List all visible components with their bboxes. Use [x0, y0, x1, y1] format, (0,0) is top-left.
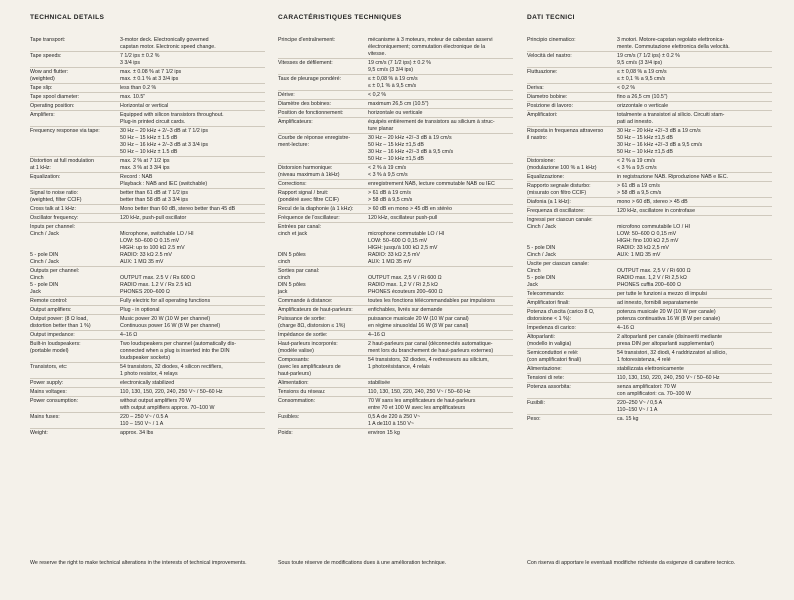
spec-value: 30 Hz – 20 kHz +2/−3 dB a 19 cm/s 50 Hz – 15 kHz ±1,5 dB 30 Hz – 16 kHz +2/−3 dB a 9,5 cm/s 50 Hz – 10 kHz ±1,5 dB	[617, 128, 703, 155]
spec-row	[278, 36, 513, 58]
spec-value: 120 kHz, push-pull oscillator	[120, 215, 187, 221]
spec-row	[30, 330, 265, 339]
spec-value: 3-motor deck. Electronically governed capstan motor. Electronic speed change.	[120, 37, 216, 50]
spec-value: approx. 34 lbs	[120, 430, 154, 436]
spec-label: Fusibles:	[278, 414, 300, 420]
spec-value: 30 Hz – 20 kHz +2/−3 dB à 19 cm/s 50 Hz – 15 kHz ±1,5 dB 30 Hz – 16 kHz +2/−3 dB à 9,5 cm/s 50 Hz – 10 kHz ±1,5 dB	[368, 135, 454, 162]
spec-row	[278, 355, 513, 378]
spec-value: 3 motori. Motore-capstan regolato elettronica- mente. Commutazione elettronica della velocità.	[617, 37, 730, 50]
spec-label: Puissance de sortie: (charge 8Ω, distorsion ≤ 1%)	[278, 316, 346, 329]
spec-label: Tensioni di rete:	[527, 375, 565, 381]
spec-label: Vitesses de défilement:	[278, 60, 333, 66]
spec-label: Amplifiers:	[30, 112, 55, 118]
spec-row	[527, 332, 772, 348]
spec-label: Courbe de réponse enregistre- ment-lecture:	[278, 135, 351, 148]
spec-row	[30, 296, 265, 305]
spec-label: Tape slip:	[30, 85, 53, 91]
spec-label: Fusibili:	[527, 400, 545, 406]
spec-label: Power supply:	[30, 380, 64, 386]
spec-label: Peso:	[527, 416, 541, 422]
spec-row	[278, 179, 513, 188]
spec-row	[278, 387, 513, 396]
spec-label: Impedenza di carico:	[527, 325, 576, 331]
column-italian	[527, 14, 772, 423]
spec-label: Outputs per channel: Cinch 5 - pole DIN Jack	[30, 268, 80, 295]
spec-value: senza amplificatori: 70 W con amplificatori: ca. 70–100 W	[617, 384, 691, 397]
spec-value: 54 transistors, 32 diodes, 4 silicon rectifiers, 1 photo resistor, 4 relays	[120, 364, 223, 377]
spec-row	[278, 305, 513, 314]
spec-value: 54 transistori, 32 diodi, 4 raddrizzatori al silicio, 1 fotoresistenza, 4 relé	[617, 350, 727, 363]
spec-label: Consommation:	[278, 398, 316, 404]
spec-value: ≤ ± 0,08 % à 19 cm/s ≤ ± 0,1 % à 9,5 cm/s	[368, 76, 418, 89]
spec-value: better than 61 dB at 7 1/2 ips better than 58 dB at 3 3/4 ips	[120, 190, 189, 203]
spec-value: without output amplifiers 70 W with output amplifiers approx. 70–100 W	[120, 398, 215, 411]
spec-value: ad innesto, fornibili separatamente	[617, 300, 698, 306]
spec-label: Deriva:	[527, 85, 544, 91]
spec-value: potenza musicale 20 W (10 W per canale) potenza continuativa 16 W (8 W per canale)	[617, 309, 721, 322]
spec-value: ≤ ± 0,08 % a 19 cm/s ≤ ± 0,1 % a 9,5 cm/s	[617, 69, 667, 82]
spec-value: Plug - in optional	[120, 307, 160, 313]
spec-label: Risposta in frequenza attraverso il nastro:	[527, 128, 604, 141]
spec-value: in registrazione NAB. Riproduzione NAB e IEC.	[617, 174, 728, 180]
spec-value: max. 10.5"	[120, 94, 146, 100]
spec-label: Fluttuazione:	[527, 69, 558, 75]
spec-value: horizontale ou verticale	[368, 110, 423, 116]
spec-value: 2 altoparlanti per canale (disinseriti mediante presa DIN per altoparlanti supplementari)	[617, 334, 723, 347]
spec-label: Oscillator frequency:	[30, 215, 79, 221]
spec-value: Microphone, switchable LO / HI LOW: 50–600 Ω 0.15 mV HIGH: up to 100 kΩ 2.5 mV RADIO: 33 kΩ 2.5 mV AUX: 1 MΩ 35 mV	[120, 231, 194, 265]
spec-row	[527, 289, 772, 298]
spec-value: 2 haut-parleurs par canal (déconnectés automatique- ment lors du branchement de haut-parleurs externes)	[368, 341, 494, 354]
spec-label: Entrées par canal: cinch et jack DIN 5 pôles cinch	[278, 224, 321, 265]
spec-label: Inputs per channel: Cinch / Jack 5 - pole DIN Cinch / Jack	[30, 224, 76, 265]
column-heading: DATI TECNICI	[527, 14, 575, 21]
spec-label: Position de fonctionnement:	[278, 110, 344, 116]
spec-label: Posizione di lavoro:	[527, 103, 573, 109]
spec-row	[278, 396, 513, 412]
spec-value: totalmente a transistori al silicio. Circuiti stam- pati ad innesto.	[617, 112, 725, 125]
spec-value: environ 15 kg	[368, 430, 400, 436]
spec-row	[278, 188, 513, 204]
spec-row	[278, 133, 513, 163]
spec-value: enfichables, livrés sur demande	[368, 307, 443, 313]
spec-row	[30, 387, 265, 396]
spec-value: 70 W sans les amplificateurs de haut-parleurs entre 70 et 100 W avec les amplificateurs	[368, 398, 476, 411]
spec-label: Distorsion harmonique: (niveau maximum à 1kHz)	[278, 165, 340, 178]
footer-note-italian: Con riserva di apportare le eventuali modifiche richieste da esigenze di carattere tecnico.	[527, 560, 736, 566]
spec-label: Remote control:	[30, 298, 68, 304]
spec-label: Frequency response via tape:	[30, 128, 100, 134]
spec-value: mécanisme à 3 moteurs, moteur de cabestan asservi électroniquement; commutation électronique de la vitesse.	[368, 37, 493, 57]
spec-value: stabilisée	[368, 380, 391, 386]
spec-label: Distorsione: (modulazione 100 % a 1 kHz)	[527, 158, 597, 171]
spec-value: 110, 130, 150, 220, 240, 250 V~ / 50–60 Hz	[120, 389, 223, 395]
spec-row	[30, 101, 265, 110]
spec-row	[278, 117, 513, 133]
spec-row	[527, 215, 772, 259]
spec-value: 19 cm/s (7 1/2 ips) ± 0.2 % 9,5 cm/s (3 3/4 ips)	[617, 53, 680, 66]
spec-row	[527, 414, 772, 423]
spec-label: Cross talk at 1 kHz:	[30, 206, 76, 212]
spec-row	[278, 266, 513, 296]
spec-row	[30, 339, 265, 362]
spec-label: Potenza assorbita:	[527, 384, 571, 390]
spec-row	[278, 378, 513, 387]
spec-row	[30, 67, 265, 83]
spec-row	[30, 36, 265, 51]
spec-value: fino a 26,5 cm (10.5")	[617, 94, 668, 100]
spec-label: Rapporto segnale disturbo: (misurato con filtro CCIF)	[527, 183, 591, 196]
spec-value: maximum 26,5 cm (10.5")	[368, 101, 429, 107]
spec-value: Record : NAB Playback : NAB and IEC (switchable)	[120, 174, 208, 187]
spec-value: 110, 130, 150, 220, 240, 250 V~ / 50–60 Hz	[368, 389, 471, 395]
spec-label: Impédance de sortie:	[278, 332, 328, 338]
spec-value: > 61 dB a 19 cm/s > 58 dB a 9,5 cm/s	[617, 183, 662, 196]
spec-label: Output amplifiers:	[30, 307, 72, 313]
spec-label: Distortion at full modulation at 1 kHz:	[30, 158, 94, 171]
spec-value: 54 transistors, 32 diodes, 4 redresseurs au silicium, 1 photorésistance, 4 relais	[368, 357, 489, 370]
spec-value: Horizontal or vertical	[120, 103, 169, 109]
spec-value: toutes les fonctions télécommandables par impulsions	[368, 298, 495, 304]
spec-row	[527, 36, 772, 51]
spec-value: 110, 130, 150, 220, 240, 250 V~ / 50–60 Hz	[617, 375, 720, 381]
spec-value: OUTPUT max. 2,5 V / Ri 600 Ω RADIO max. 1,2 V / Ri 2,5 kΩ PHONES cuffia 200–600 Ω	[617, 268, 691, 288]
spec-row	[278, 99, 513, 108]
spec-label: Amplificatori finali:	[527, 300, 570, 306]
spec-label: Diametro bobine:	[527, 94, 568, 100]
column-heading: CARACTÉRISTIQUES TECHNIQUES	[278, 14, 402, 21]
spec-list	[278, 36, 513, 437]
spec-row	[527, 307, 772, 323]
spec-row	[30, 412, 265, 428]
spec-list	[30, 36, 265, 437]
spec-value: Music power 20 W (10 W per channel) Continuous power 16 W (8 W per channel)	[120, 316, 221, 329]
spec-row	[30, 305, 265, 314]
spec-row	[30, 172, 265, 188]
spec-row	[278, 58, 513, 74]
spec-label: Output impedance:	[30, 332, 75, 338]
spec-label: Alimentazione:	[527, 366, 562, 372]
spec-row	[30, 362, 265, 378]
spec-row	[30, 266, 265, 296]
spec-value: 4–16 Ω	[120, 332, 138, 338]
spec-label: Commande à distance:	[278, 298, 333, 304]
spec-label: Tensions du réseau:	[278, 389, 326, 395]
spec-row	[527, 206, 772, 215]
spec-row	[278, 90, 513, 99]
spec-row	[527, 398, 772, 414]
spec-row	[278, 213, 513, 222]
spec-label: Telecommando:	[527, 291, 565, 297]
spec-label: Wow and flutter: (weighted)	[30, 69, 69, 82]
spec-row	[527, 101, 772, 110]
spec-row	[30, 396, 265, 412]
spec-label: Fréquence de l'oscillateur:	[278, 215, 340, 221]
spec-row	[527, 156, 772, 172]
spec-value: < 2 % à 19 cm/s < 3 % à 9,5 cm/s	[368, 165, 408, 178]
spec-row	[30, 378, 265, 387]
spec-value: enregistrement NAB, lecture commutable NAB ou IEC	[368, 181, 495, 187]
spec-label: Uscite per ciascun canale: Cinch 5 - pole DIN Jack	[527, 261, 589, 288]
spec-value: 120 kHz, oscillateur push-pull	[368, 215, 438, 221]
spec-value: 0,5 A de 220 à 250 V~ 1 A de110 à 150 V~	[368, 414, 421, 427]
spec-label: Principio cinematico:	[527, 37, 576, 43]
spec-row	[527, 348, 772, 364]
spec-row	[527, 126, 772, 156]
spec-value: 19 cm/s (7 1/2 ips) ± 0.2 % 9,5 cm/s (3 3/4 ips)	[368, 60, 431, 73]
spec-value: 4–16 Ω	[617, 325, 635, 331]
spec-row	[278, 222, 513, 266]
spec-value: équipés entièrement de transistors au silicium à struc- ture planar	[368, 119, 495, 132]
spec-row	[527, 382, 772, 398]
spec-label: Amplificatori:	[527, 112, 558, 118]
spec-label: Dérive:	[278, 92, 295, 98]
spec-row	[527, 259, 772, 289]
spec-row	[527, 83, 772, 92]
spec-row	[527, 373, 772, 382]
spec-value: electronically stabilized	[120, 380, 175, 386]
spec-row	[30, 51, 265, 67]
spec-row	[527, 92, 772, 101]
spec-row	[278, 296, 513, 305]
spec-label: Semiconduttori e relé: (con amplificatori finali)	[527, 350, 582, 363]
spec-value: Equipped with silicon transistors throughout. Plug-in printed circuit cards.	[120, 112, 224, 125]
spec-label: Taux de pleurage pondéré:	[278, 76, 342, 82]
spec-row	[30, 314, 265, 330]
spec-value: orizzontale o verticale	[617, 103, 669, 109]
column-french	[278, 14, 513, 437]
spec-row	[278, 412, 513, 428]
spec-value: OUTPUT max. 2,5 V / Ri 600 Ω RADIO max. 1,2 V / Ri 2,5 kΩ PHONES écouteurs 200–600 Ω	[368, 275, 443, 295]
spec-label: Potenza d'uscita (carico 8 Ω, distorsione < 1 %):	[527, 309, 595, 322]
spec-value: microphone commutable LO / HI LOW: 50–600 Ω 0,15 mV HIGH: jusqu'à 100 kΩ 2,5 mV RADIO: 33 kΩ 2,5 mV AUX: 1 MΩ 35 mV	[368, 231, 445, 265]
spec-label: Power consumption:	[30, 398, 78, 404]
spec-value: 220 – 250 V~ / 0.5 A 110 – 150 V~ / 1 A	[120, 414, 169, 427]
spec-label: Amplificateurs de haut-parleurs:	[278, 307, 353, 313]
spec-label: Mains fuses:	[30, 414, 60, 420]
spec-label: Alimentation:	[278, 380, 309, 386]
spec-row	[278, 314, 513, 330]
spec-row	[527, 67, 772, 83]
spec-value: 7 1/2 ips ± 0.2 % 3 3/4 ips	[120, 53, 160, 66]
spec-label: Tape speeds:	[30, 53, 62, 59]
spec-label: Poids:	[278, 430, 293, 436]
spec-row	[30, 83, 265, 92]
spec-row	[527, 364, 772, 373]
spec-value: max. 2 % at 7 1/2 ips max. 3 % at 3 3/4 ips	[120, 158, 170, 171]
spec-value: < 0,2 %	[368, 92, 387, 98]
spec-row	[527, 298, 772, 307]
spec-row	[278, 330, 513, 339]
spec-label: Weight:	[30, 430, 48, 436]
spec-label: Amplificateurs:	[278, 119, 313, 125]
spec-label: Transistors, etc:	[30, 364, 68, 370]
spec-value: Mono better than 60 dB, stereo better than 45 dB	[120, 206, 236, 212]
spec-label: Built-in loudspeakers: (portable model)	[30, 341, 81, 354]
spec-label: Composants: (avec les amplificateurs de haut-parleurs)	[278, 357, 341, 377]
spec-value: Fully electric for all operating functions	[120, 298, 211, 304]
spec-row	[278, 74, 513, 90]
spec-label: Signal to noise ratio: (weighted, filter CCIF)	[30, 190, 82, 203]
spec-label: Mains voltages:	[30, 389, 67, 395]
spec-label: Tape spool diameter:	[30, 94, 80, 100]
spec-label: Principe d'entraînement:	[278, 37, 336, 43]
spec-row	[278, 163, 513, 179]
spec-value: < 0,2 %	[617, 85, 636, 91]
spec-label: Operating position:	[30, 103, 75, 109]
spec-row	[527, 110, 772, 126]
spec-label: Rapport signal / bruit: (pondéré avec filtre CCIF)	[278, 190, 339, 203]
spec-value: 4–16 Ω	[368, 332, 386, 338]
spec-row	[527, 323, 772, 332]
spec-label: Velocità del nastro:	[527, 53, 572, 59]
spec-row	[30, 428, 265, 437]
spec-list	[527, 36, 772, 423]
spec-row	[278, 428, 513, 437]
spec-value: 120 kHz, oscillatore in controfase	[617, 208, 696, 214]
spec-label: Output power: (8 Ω load, distortion better than 1 %)	[30, 316, 91, 329]
spec-value: 220–250 V~ / 0,5 A 110–150 V~ / 1 A	[617, 400, 663, 413]
spec-row	[278, 108, 513, 117]
spec-label: Haut-parleurs incorporés: (modèle valise)	[278, 341, 338, 354]
spec-value: > 60 dB en mono > 45 dB en stéréo	[368, 206, 452, 212]
spec-row	[278, 204, 513, 213]
spec-label: Tape transport:	[30, 37, 66, 43]
footer-note-english: We reserve the right to make technical alterations in the interests of technical improvements.	[30, 560, 247, 566]
spec-label: Sorties par canal: cinch DIN 5 pôles jack	[278, 268, 320, 295]
spec-value: Two loudspeakers per channel (automatically dis- connected when a plug is inserted into the DIN loudspeaker sockets)	[120, 341, 237, 361]
spec-value: microfono commutabile LO / HI LOW: 50–600 Ω 0,15 mV HIGH: fino 100 kΩ 2,5 mV RADIO: 33 kΩ 2,5 mV AUX: 1 MΩ 35 mV	[617, 224, 691, 258]
spec-row	[30, 110, 265, 126]
spec-row	[30, 188, 265, 204]
spec-row	[527, 51, 772, 67]
spec-row	[30, 92, 265, 101]
footer-note-french: Sous toute réserve de modifications dues à une amélioration technique.	[278, 560, 447, 566]
spec-value: OUTPUT max. 2.5 V / Rs 600 Ω RADIO max. 1.2 V / Rs 2.5 kΩ PHONES 200–600 Ω	[120, 275, 196, 295]
spec-row	[527, 181, 772, 197]
spec-value: per tutte le funzioni a mezzo di impulsi	[617, 291, 707, 297]
spec-label: Frequenza di oscillatore:	[527, 208, 585, 214]
spec-value: less than 0.2 %	[120, 85, 157, 91]
spec-label: Diafonia (a 1 kHz):	[527, 199, 571, 205]
spec-row	[527, 172, 772, 181]
spec-row	[30, 222, 265, 266]
column-heading: TECHNICAL DETAILS	[30, 14, 105, 21]
spec-value: ca. 15 kg	[617, 416, 639, 422]
spec-value: puissance musicale 20 W (10 W par canal) en régime sinusoïdal 16 W (8 W par canal)	[368, 316, 469, 329]
spec-label: Recul de la diaphonie (à 1 kHz):	[278, 206, 354, 212]
spec-row	[30, 126, 265, 156]
spec-value: > 61 dB à 19 cm/s > 58 dB à 9,5 cm/s	[368, 190, 413, 203]
spec-label: Equalization:	[30, 174, 61, 180]
spec-value: mono > 60 dB, stereo > 45 dB	[617, 199, 688, 205]
spec-label: Diamètre des bobines:	[278, 101, 331, 107]
spec-row	[30, 213, 265, 222]
spec-label: Equalizzazione:	[527, 174, 565, 180]
column-english	[30, 14, 265, 437]
spec-row	[30, 204, 265, 213]
spec-row	[278, 339, 513, 355]
spec-row	[30, 156, 265, 172]
spec-label: Altoparlanti: (modello in valigia)	[527, 334, 572, 347]
spec-value: < 2 % a 19 cm/s < 3 % a 9,5 cm/s	[617, 158, 657, 171]
spec-row	[527, 197, 772, 206]
spec-value: 30 Hz – 20 kHz + 2/−3 dB at 7 1/2 ips 50 Hz – 15 kHz ± 1.5 dB 30 Hz – 16 kHz + 2/−3 dB at 3 3/4 ips 50 Hz – 10 kHz ± 1.5 dB	[120, 128, 209, 155]
spec-value: stabilizzata elettronicamente	[617, 366, 684, 372]
spec-label: Corrections:	[278, 181, 307, 187]
spec-label: Ingressi per ciascun canale: Cinch / Jack 5 - pole DIN Cinch / Jack	[527, 217, 593, 258]
spec-value: max. ± 0.08 % at 7 1/2 ips max. ± 0.1 % at 3 3/4 ips	[120, 69, 182, 82]
